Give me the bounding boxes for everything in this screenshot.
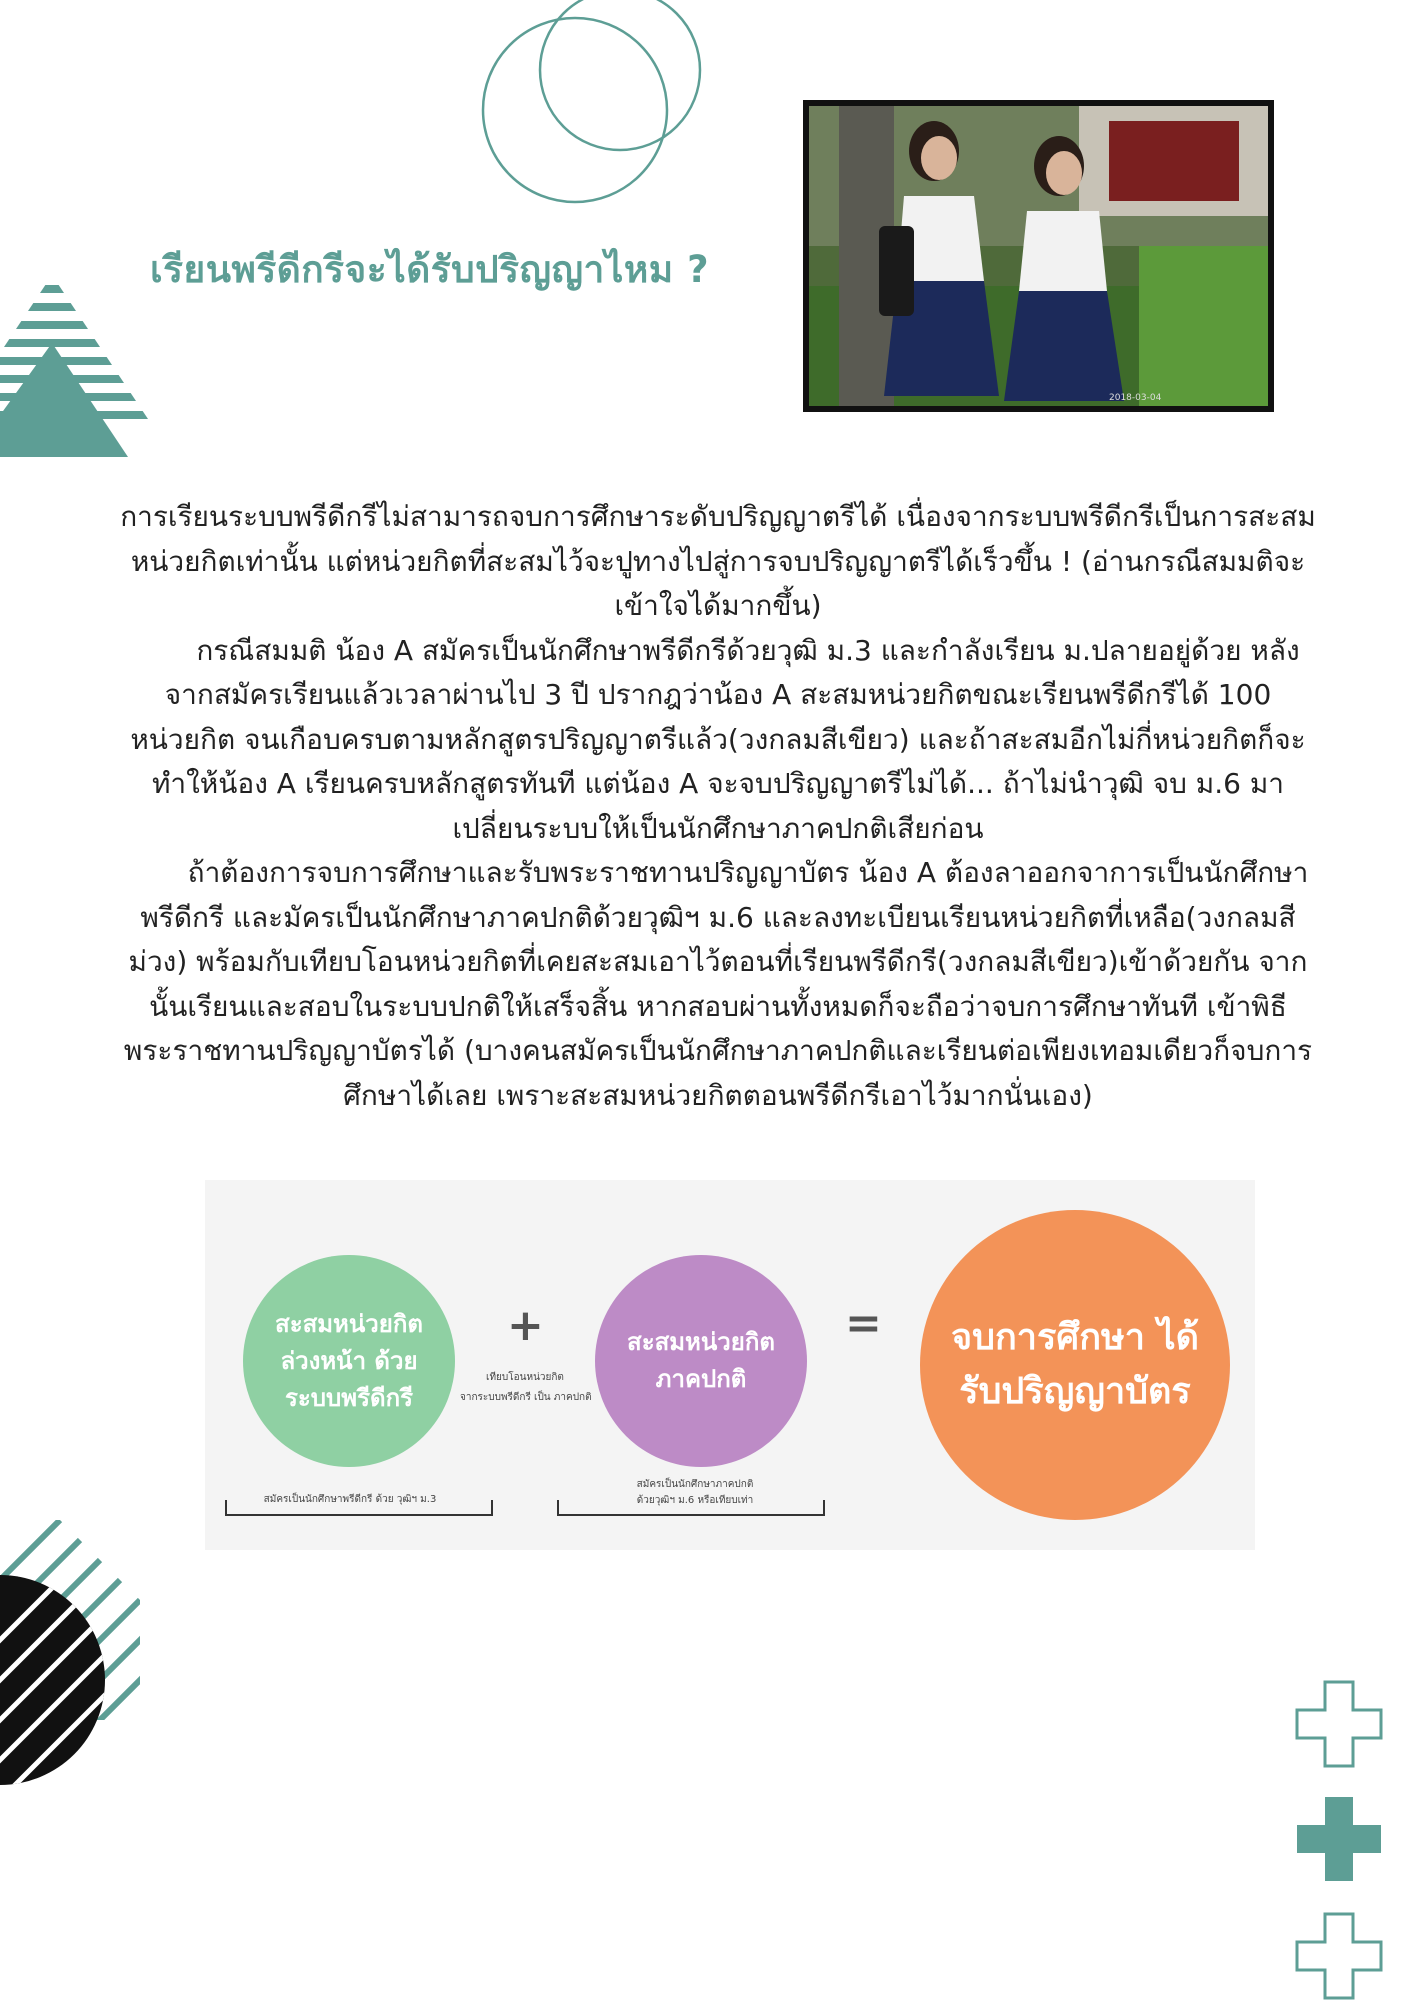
photo-stamp: 2018-03-04	[1109, 393, 1162, 403]
decorative-rings	[470, 0, 730, 210]
orange-circle-label: จบการศึกษา ได้รับปริญญาบัตร	[951, 1317, 1199, 1412]
purple-circle	[595, 1255, 807, 1467]
green-bracket	[225, 1500, 493, 1516]
transfer-note-1: เทียบโอนหน่วยกิต	[486, 1372, 564, 1383]
purple-bracket	[557, 1500, 825, 1516]
article-body	[118, 495, 1318, 1118]
green-circle	[243, 1255, 455, 1467]
green-circle-label: สะสมหน่วยกิต ล่วงหน้า ด้วยระบบพรีดีกรี	[275, 1309, 423, 1412]
decorative-triangle	[0, 275, 160, 460]
decorative-cross-outline-top	[1295, 1680, 1385, 1770]
credit-infographic	[205, 1180, 1255, 1550]
paragraph-intro: การเรียนระบบพรีดีกรีไม่สามารถจบการศึกษาระดับปริญญาตรีได้ เนื่องจากระบบพรีดีกรีเป็นการสะสมหน่วยกิตเท่านั้น แต่หน่วยกิตที่สะสมไว้จะปูทางไปสู่การจบปริญญาตรีได้เร็วขึ้น ! (อ่านกรณีสมมติจะเข้าใจได้มากขึ้น)	[120, 500, 1316, 622]
decorative-cross-outline-bottom	[1295, 1912, 1385, 2000]
purple-caption-2: ด้วยวุฒิฯ ม.6 หรือเทียบเท่า	[636, 1495, 754, 1506]
purple-caption-1: สมัครเป็นนักศึกษาภาคปกติ	[636, 1479, 754, 1490]
decorative-cross-filled	[1295, 1795, 1385, 1885]
transfer-note-2: จากระบบพรีดีกรี เป็น ภาคปกติ	[460, 1392, 592, 1403]
equals-sign: =	[845, 1298, 882, 1349]
green-caption: สมัครเป็นนักศึกษาพรีดีกรี ด้วย วุฒิฯ ม.3	[263, 1494, 437, 1505]
decorative-striped-circle	[0, 1520, 150, 1790]
paragraph-conclusion: ถ้าต้องการจบการศึกษาและรับพระราชทานปริญญาบัตร น้อง A ต้องลาออกจาการเป็นนักศึกษาพรีดีกรี และมัครเป็นนักศึกษาภาคปกติด้วยวุฒิฯ ม.6 และลงทะเบียนเรียนหน่วยกิตที่เหลือ(วงกลมสีม่วง) พร้อมกับเทียบโอนหน่วยกิตที่เคยสะสมเอาไว้ตอนที่เรียนพรีดีกรี(วงกลมสีเขียว)เข้าด้วยกัน จากนั้นเรียนและสอบในระบบปกติให้เสร็จสิ้น หากสอบผ่านทั้งหมดก็จะถือว่าจบการศึกษาทันที เข้าพิธีพระราชทานปริญญาบัตรได้ (บางคนสมัครเป็นนักศึกษาภาคปกติและเรียนต่อเพียงเทอมเดียวก็จบการศึกษาได้เลย เพราะสะสมหน่วยกิตตอนพรีดีกรีเอาไว้มากนั่นเอง)	[123, 856, 1313, 1112]
page-title: เรียนพรีดีกรีจะได้รับปริญญาไหม ?	[150, 248, 710, 291]
purple-circle-label: สะสมหน่วยกิต ภาคปกติ	[627, 1328, 775, 1393]
students-photo	[803, 100, 1274, 412]
paragraph-example: กรณีสมมติ น้อง A สมัครเป็นนักศึกษาพรีดีกรีด้วยวุฒิ ม.3 และกำลังเรียน ม.ปลายอยู่ด้วย หลังจากสมัครเรียนแล้วเวลาผ่านไป 3 ปี ปรากฎว่าน้อง A สะสมหน่วยกิตขณะเรียนพรีดีกรีได้ 100 หน่วยกิต จนเกือบครบตามหลักสูตรปริญญาตรีแล้ว(วงกลมสีเขียว) และถ้าสะสมอีกไม่กี่หน่วยกิตก็จะทำให้น้อง A เรียนครบหลักสูตรทันที แต่น้อง A จะจบปริญญาตรีไม่ได้... ถ้าไม่นำวุฒิ จบ ม.6 มาเปลี่ยนระบบให้เป็นนักศึกษาภาคปกติเสียก่อน	[130, 633, 1306, 845]
orange-circle	[920, 1210, 1230, 1520]
plus-sign: +	[507, 1300, 544, 1351]
